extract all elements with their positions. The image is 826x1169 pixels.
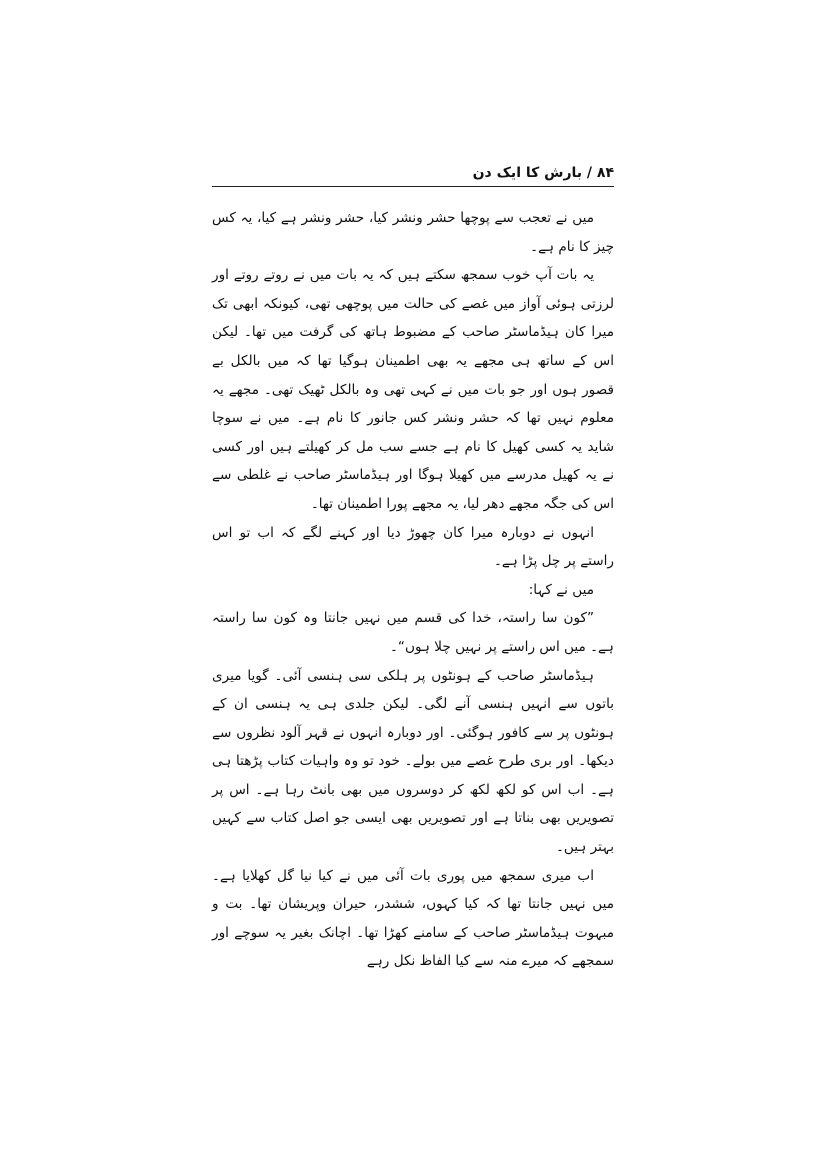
quotation: ”کون سا راستہ، خدا کی قسم میں نہیں جانتا وہ کون سا راستہ ہے۔ میں اس راستے پر نہیں چلا ہوں“۔	[212, 610, 614, 655]
header-rule	[212, 186, 614, 187]
paragraph: میں نے تعجب سے پوچھا حشر ونشر کیا، حشر ونشر ہے کیا، یہ کس چیز کا نام ہے۔	[212, 210, 614, 255]
paragraph: یہ بات آپ خوب سمجھ سکتے ہیں کہ یہ بات میں نے روتے روتے اور لرزتی ہوئی آواز میں غصے کی حالت میں پوچھی تھی، کیونکہ ابھی تک میرا کان ہیڈماسٹر صاحب کے مضبوط ہاتھ کی گرفت میں تھا۔ لیکن اس کے ساتھ ہی مجھے یہ بھی اطمینان ہوگیا تھا کہ میں بالکل بے قصور ہوں اور جو بات میں نے کہی تھی وہ بالکل ٹھیک تھی۔ مجھے یہ معلوم نہیں تھا کہ حشر ونشر کس جانور کا نام ہے۔ میں نے سوچا شاید یہ کسی کھیل کا نام ہے جسے سب مل کر کھیلتے ہیں اور کسی نے یہ کھیل مدرسے میں کھیلا ہوگا اور ہیڈماسٹر صاحب نے غلطی سے اس کی جگہ مجھے دھر لیا، یہ مجھے پورا اطمینان تھا۔	[212, 267, 614, 512]
paragraph: اب میری سمجھ میں پوری بات آئی میں نے کیا نیا گل کھلایا ہے۔ میں نہیں جانتا تھا کہ کیا کہوں، ششدر، حیران وپریشان تھا۔ بت و مبہوت ہیڈماسٹر صاحب کے سامنے کھڑا تھا۔ اچانک بغیر یہ سوچے اور سمجھے کہ میرے منہ سے کیا الفاظ نکل رہے	[212, 867, 614, 970]
running-head: ۸۴ / بارش کا ایک دن	[472, 165, 614, 181]
body-text	[212, 204, 614, 976]
paragraph: انہوں نے دوبارہ میرا کان چھوڑ دیا اور کہنے لگے کہ اب تو اس راستے پر چل پڑا ہے۔	[212, 524, 614, 570]
paragraph: ہیڈماسٹر صاحب کے ہونٹوں پر ہلکی سی ہنسی آئی۔ گویا میری باتوں سے انہیں ہنسی آنے لگی۔ لیکن جلدی ہی یہ ہنسی ان کے ہونٹوں پر سے کافور ہوگئی۔ اور دوبارہ انہوں نے قہر آلود نظروں سے دیکھا۔ اور بری طرح غصے میں بولے۔ خود تو وہ واہیات کتاب پڑھتا ہی ہے۔ اب اس کو لکھ لکھ کر دوسروں میں بھی بانٹ رہا ہے۔ اس پر تصویریں بھی بناتا ہے اور تصویریں بھی ایسی جو اصل کتاب سے کہیں بہتر ہیں۔	[212, 667, 614, 856]
paragraph: میں نے کہا:	[528, 581, 594, 598]
